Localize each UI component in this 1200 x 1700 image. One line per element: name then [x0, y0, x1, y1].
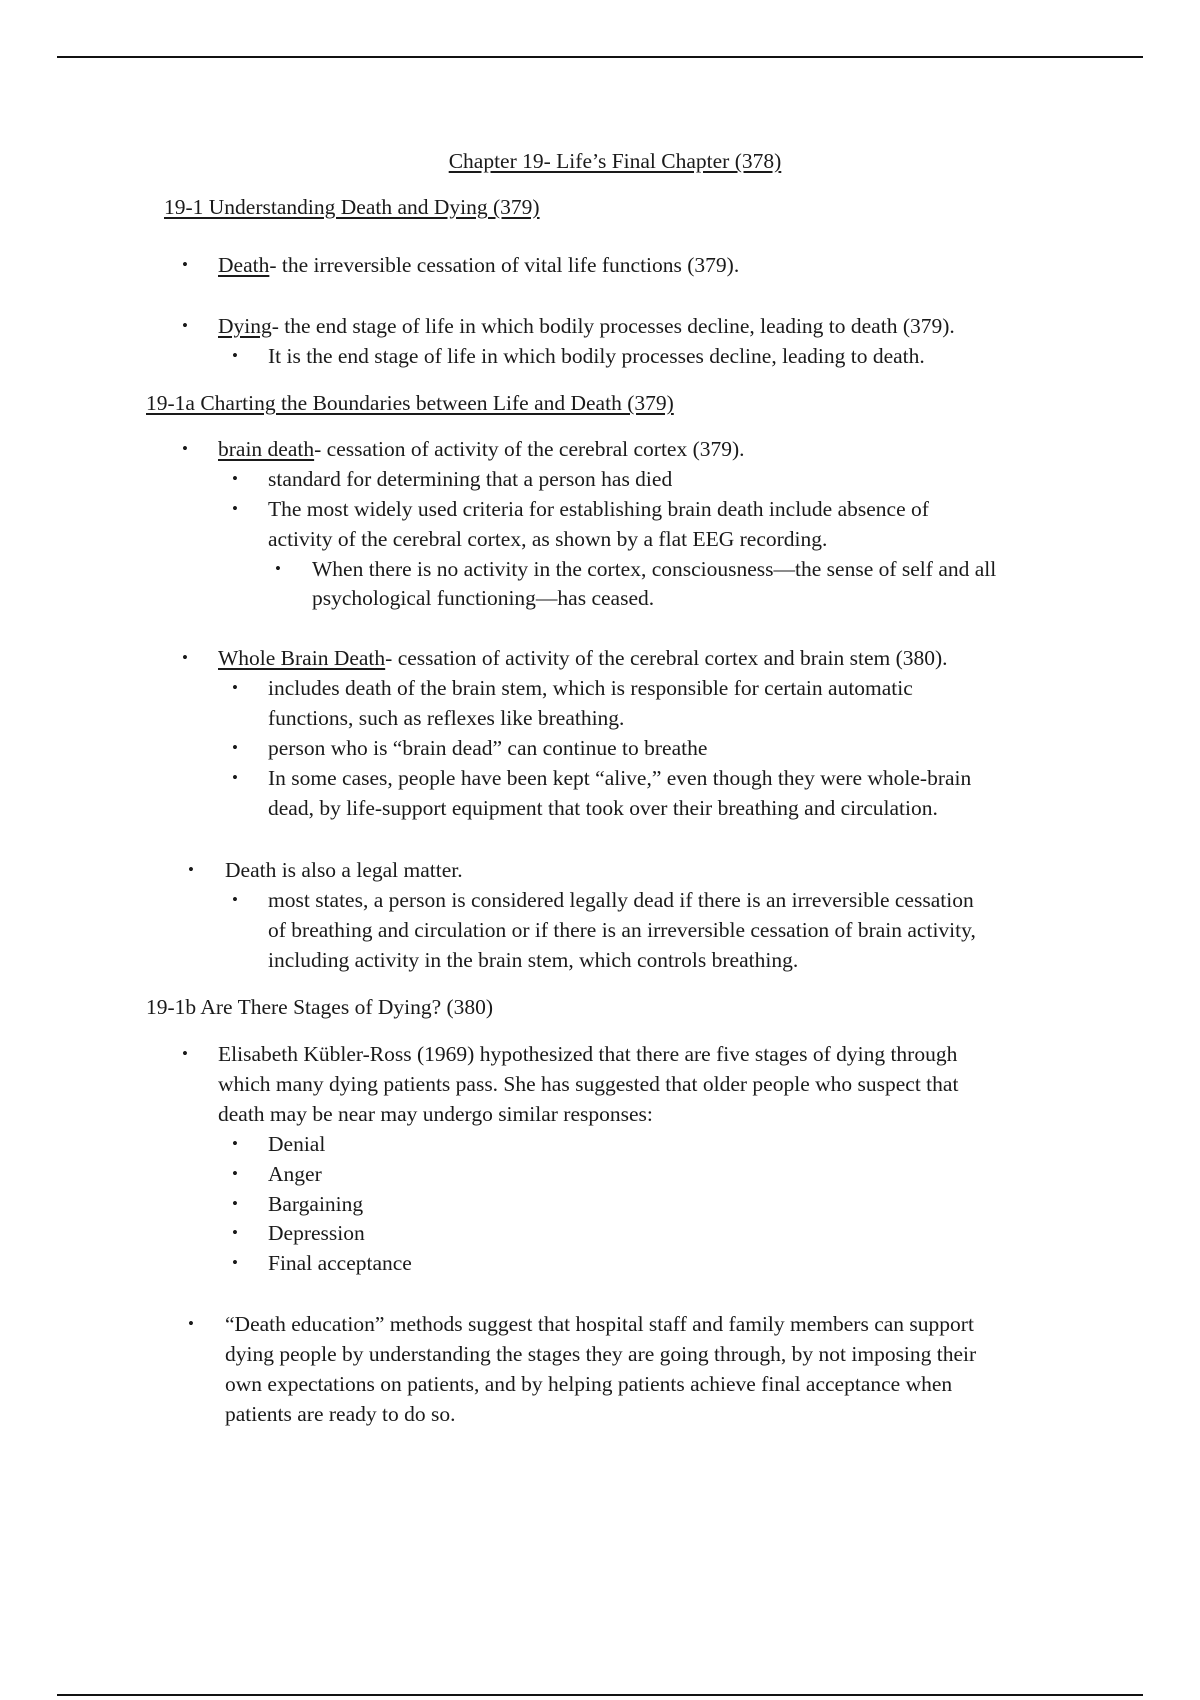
stage-item: Final acceptance [268, 1251, 412, 1275]
bullet-icon: • [232, 678, 238, 697]
bullet-icon: • [232, 738, 238, 757]
list-item: Death is also a legal matter. [225, 858, 463, 882]
bullet-icon: • [232, 890, 238, 909]
section-heading: 19-1a Charting the Boundaries between Life and Death (379) [146, 391, 674, 415]
bullet-icon: • [232, 469, 238, 488]
bullet-icon: • [232, 1253, 238, 1272]
sub-item: The most widely used criteria for establishing brain death include absence of [268, 497, 929, 521]
bullet-icon: • [232, 1134, 238, 1153]
definition: - the irreversible cessation of vital life functions (379). [269, 253, 740, 277]
bullet-icon: • [188, 1314, 194, 1333]
top-rule [57, 56, 1143, 58]
term: Whole Brain Death [218, 646, 386, 670]
term: Dying [218, 314, 272, 338]
subsub-item: When there is no activity in the cortex, consciousness—the sense of self and all [312, 557, 997, 581]
sub-item-continued: functions, such as reflexes like breathing. [268, 706, 625, 730]
term: Death [218, 253, 270, 277]
bullet-icon: • [182, 316, 188, 335]
stage-item: Depression [268, 1221, 365, 1245]
subsub-item-continued: psychological functioning—has ceased. [312, 586, 655, 610]
bullet-icon: • [182, 1044, 188, 1063]
sub-item-continued: activity of the cerebral cortex, as shown by a flat EEG recording. [268, 527, 828, 551]
sub-item-continued: of breathing and circulation or if there is an irreversible cessation of brain activity, [268, 918, 976, 942]
bullet-icon: • [188, 860, 194, 879]
stage-item: Anger [268, 1162, 322, 1186]
list-item: Elisabeth Kübler-Ross (1969) hypothesized that there are five stages of dying through [218, 1042, 958, 1066]
list-item: “Death education” methods suggest that hospital staff and family members can support [225, 1312, 974, 1336]
sub-item: includes death of the brain stem, which is responsible for certain automatic [268, 676, 913, 700]
sub-item: person who is “brain dead” can continue to breathe [268, 736, 708, 760]
sub-item-continued: dead, by life-support equipment that took over their breathing and circulation. [268, 796, 938, 820]
list-item [218, 434, 745, 464]
section-heading: 19-1b Are There Stages of Dying? (380) [146, 995, 494, 1019]
stage-item: Denial [268, 1132, 326, 1156]
bullet-icon: • [232, 499, 238, 518]
sub-item: In some cases, people have been kept “alive,” even though they were whole-brain [268, 766, 972, 790]
bullet-icon: • [232, 768, 238, 787]
page-title: Chapter 19- Life’s Final Chapter (378) [448, 149, 782, 173]
term: brain death [218, 437, 315, 461]
list-item-continued: own expectations on patients, and by helping patients achieve final acceptance when [225, 1372, 953, 1396]
sub-item: standard for determining that a person has died [268, 467, 673, 491]
bullet-icon: • [232, 1194, 238, 1213]
sub-item: It is the end stage of life in which bodily processes decline, leading to death. [268, 344, 925, 368]
list-item [218, 643, 948, 673]
bottom-rule [57, 1694, 1143, 1696]
list-item-continued: which many dying patients pass. She has suggested that older people who suspect that [218, 1072, 959, 1096]
bullet-icon: • [182, 439, 188, 458]
list-item-continued: dying people by understanding the stages they are going through, by not imposing their [225, 1342, 977, 1366]
sub-item: most states, a person is considered legally dead if there is an irreversible cessation [268, 888, 974, 912]
list-item-continued: patients are ready to do so. [225, 1402, 456, 1426]
list-item [218, 311, 955, 341]
bullet-icon: • [182, 648, 188, 667]
bullet-icon: • [232, 1223, 238, 1242]
bullet-icon: • [182, 255, 188, 274]
section-heading: 19-1 Understanding Death and Dying (379) [164, 195, 540, 219]
list-item [218, 250, 739, 280]
definition: - cessation of activity of the cerebral cortex and brain stem (380). [385, 646, 948, 670]
list-item-continued: death may be near may undergo similar responses: [218, 1102, 653, 1126]
bullet-icon: • [232, 346, 238, 365]
stage-item: Bargaining [268, 1192, 364, 1216]
definition: - the end stage of life in which bodily processes decline, leading to death (379). [271, 314, 955, 338]
definition: - cessation of activity of the cerebral cortex (379). [314, 437, 745, 461]
bullet-icon: • [275, 559, 281, 578]
sub-item-continued: including activity in the brain stem, which controls breathing. [268, 948, 799, 972]
bullet-icon: • [232, 1164, 238, 1183]
